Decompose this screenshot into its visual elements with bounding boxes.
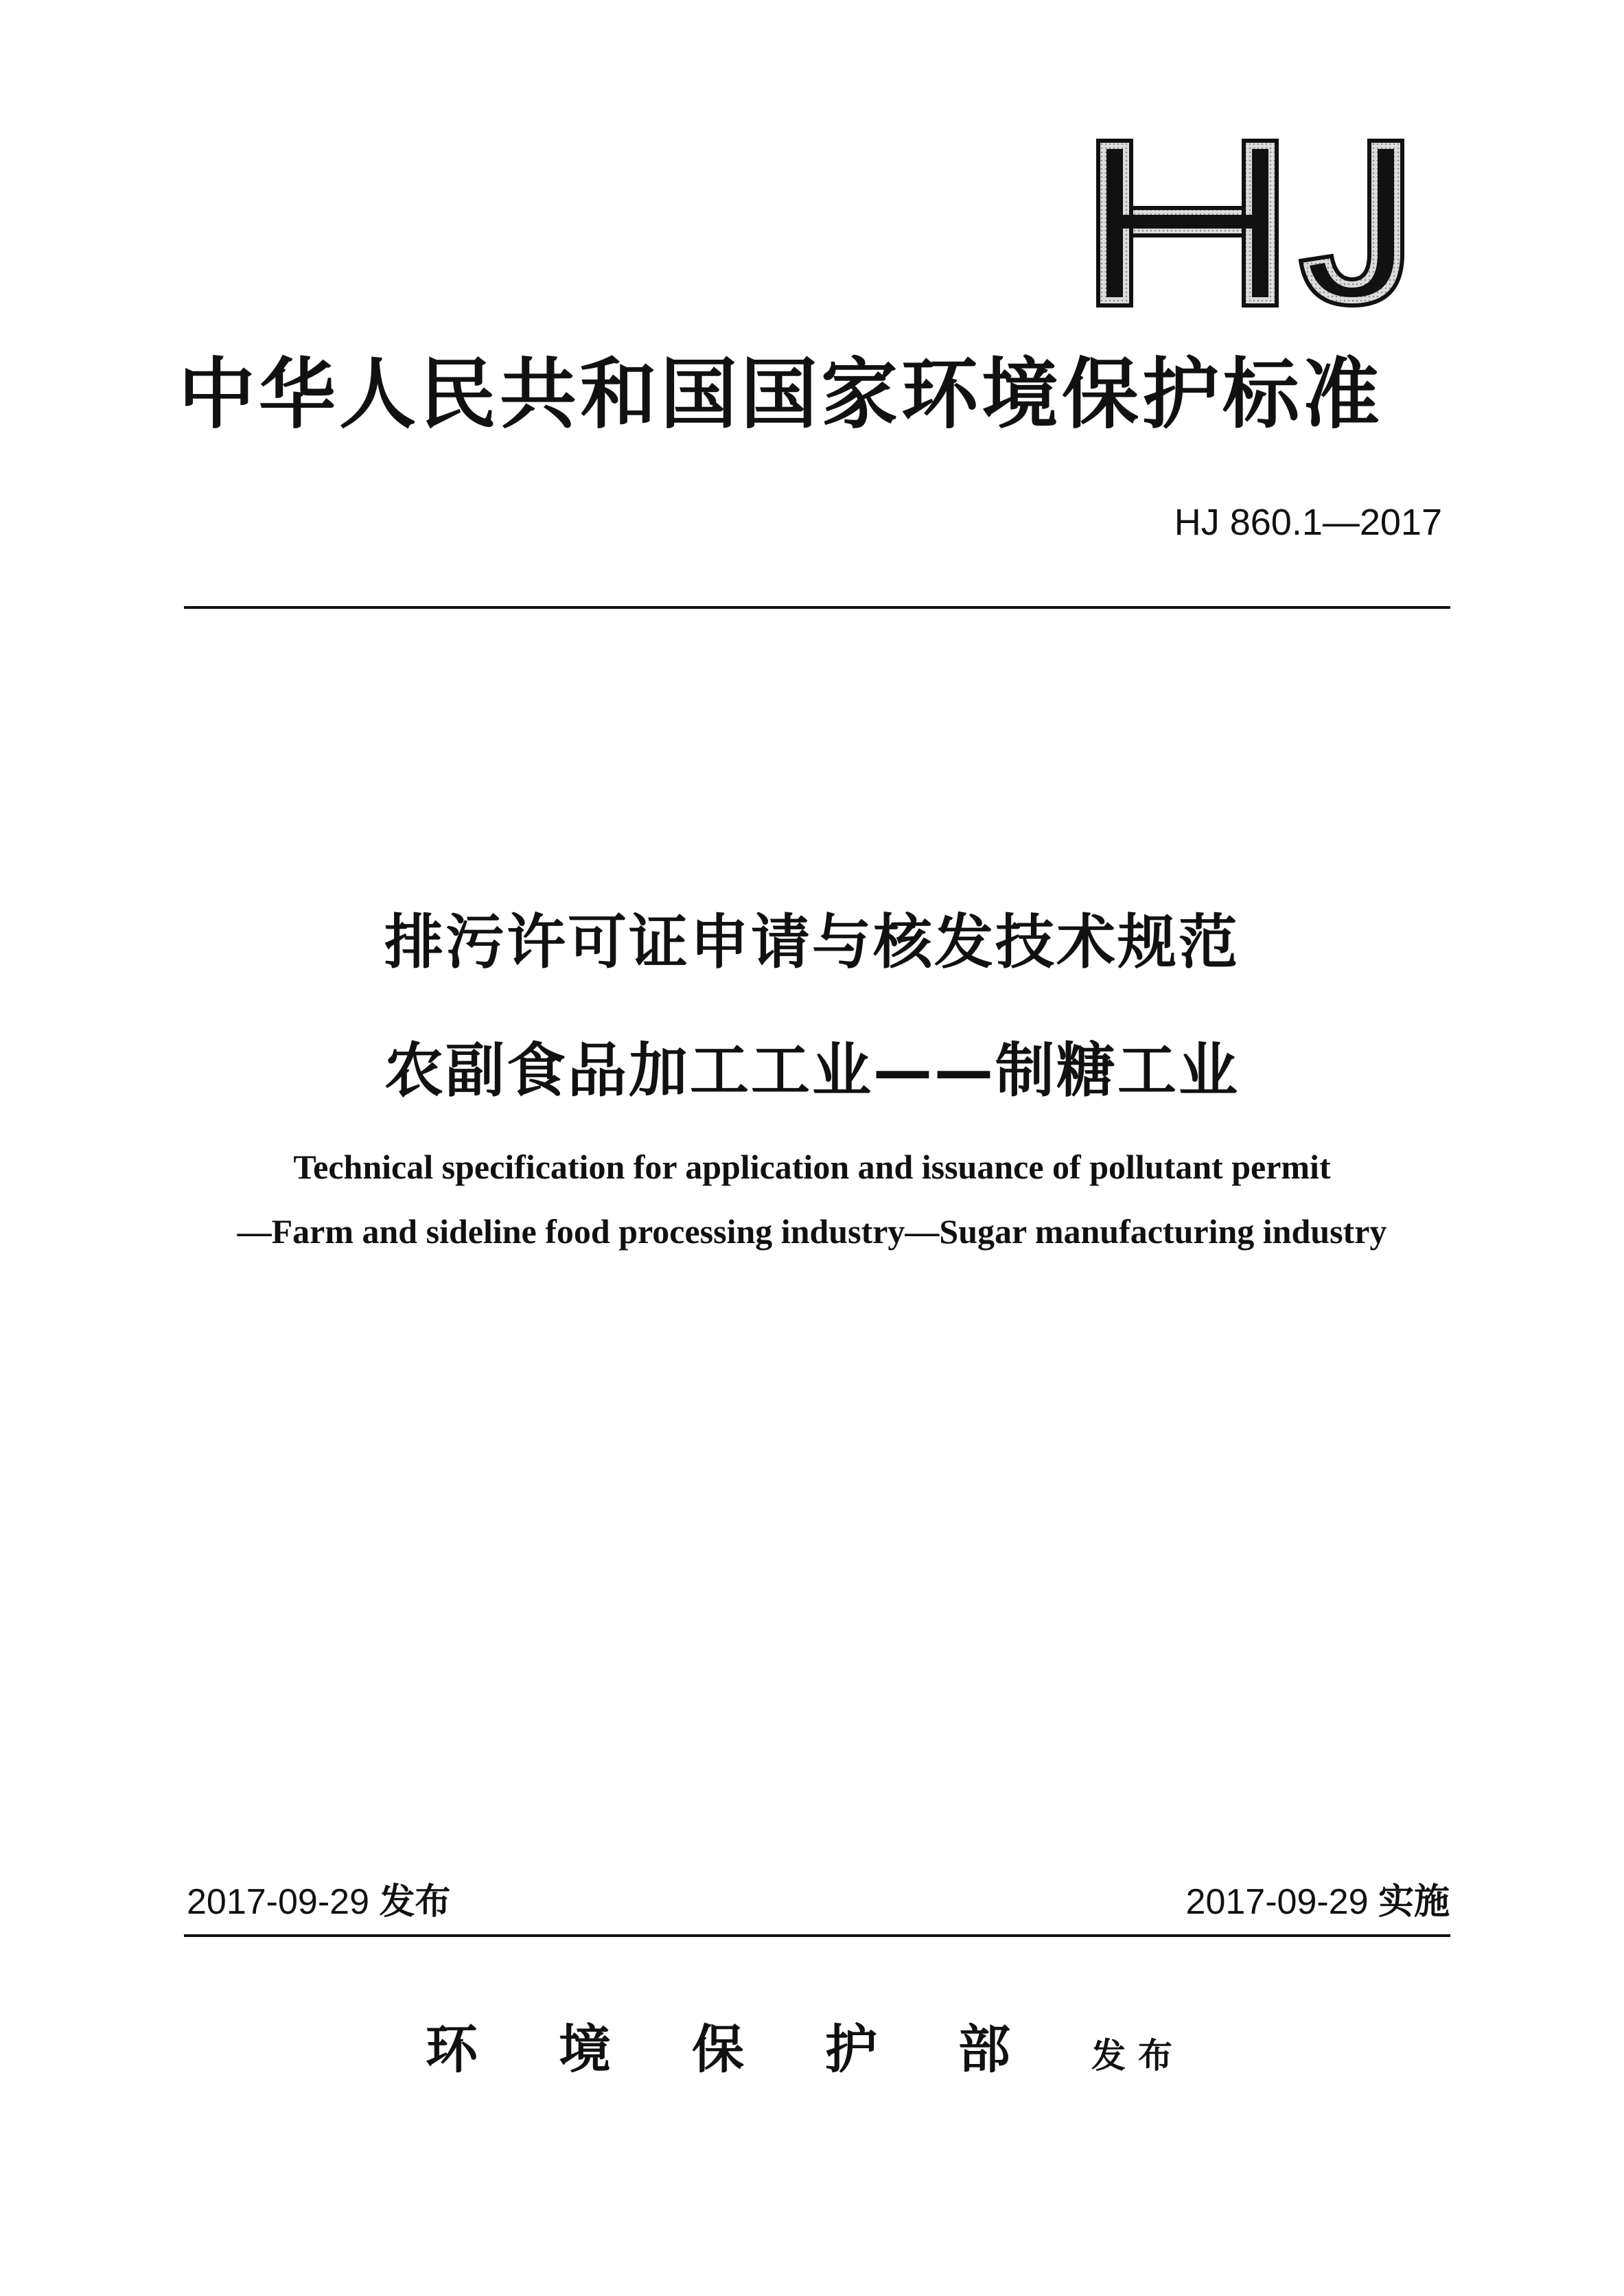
bottom-divider [184, 1934, 1450, 1937]
issue-date-value: 2017-09-29 [187, 1882, 369, 1922]
implement-date-label: 实施 [1378, 1881, 1450, 1923]
zh-title-line-1: 排污许可证申请与核发技术规范 [384, 908, 1240, 977]
issuer-suffix: 发布 [1091, 2035, 1185, 2076]
hj-logo [1091, 134, 1428, 312]
issue-date-label: 发布 [379, 1881, 451, 1923]
standard-number: HJ 860.1—2017 [1174, 502, 1442, 543]
en-title-line-2: —Farm and sideline food processing industry—Sugar manufacturing industry [237, 1212, 1387, 1251]
zh-title-line-2: 农副食品加工工业——制糖工业 [384, 1036, 1240, 1105]
top-divider [184, 606, 1450, 609]
issuer-name: 环境保护部 [426, 2019, 1091, 2080]
standard-title: 中华人民共和国国家环境保护标准 [178, 349, 1383, 439]
issue-date [187, 1879, 450, 1925]
implement-date [1186, 1879, 1450, 1925]
implement-date-value: 2017-09-29 [1185, 1882, 1369, 1922]
issuer [426, 2008, 1185, 2083]
en-title-line-1: Technical specification for application and issuance of pollutant permit [293, 1148, 1331, 1186]
